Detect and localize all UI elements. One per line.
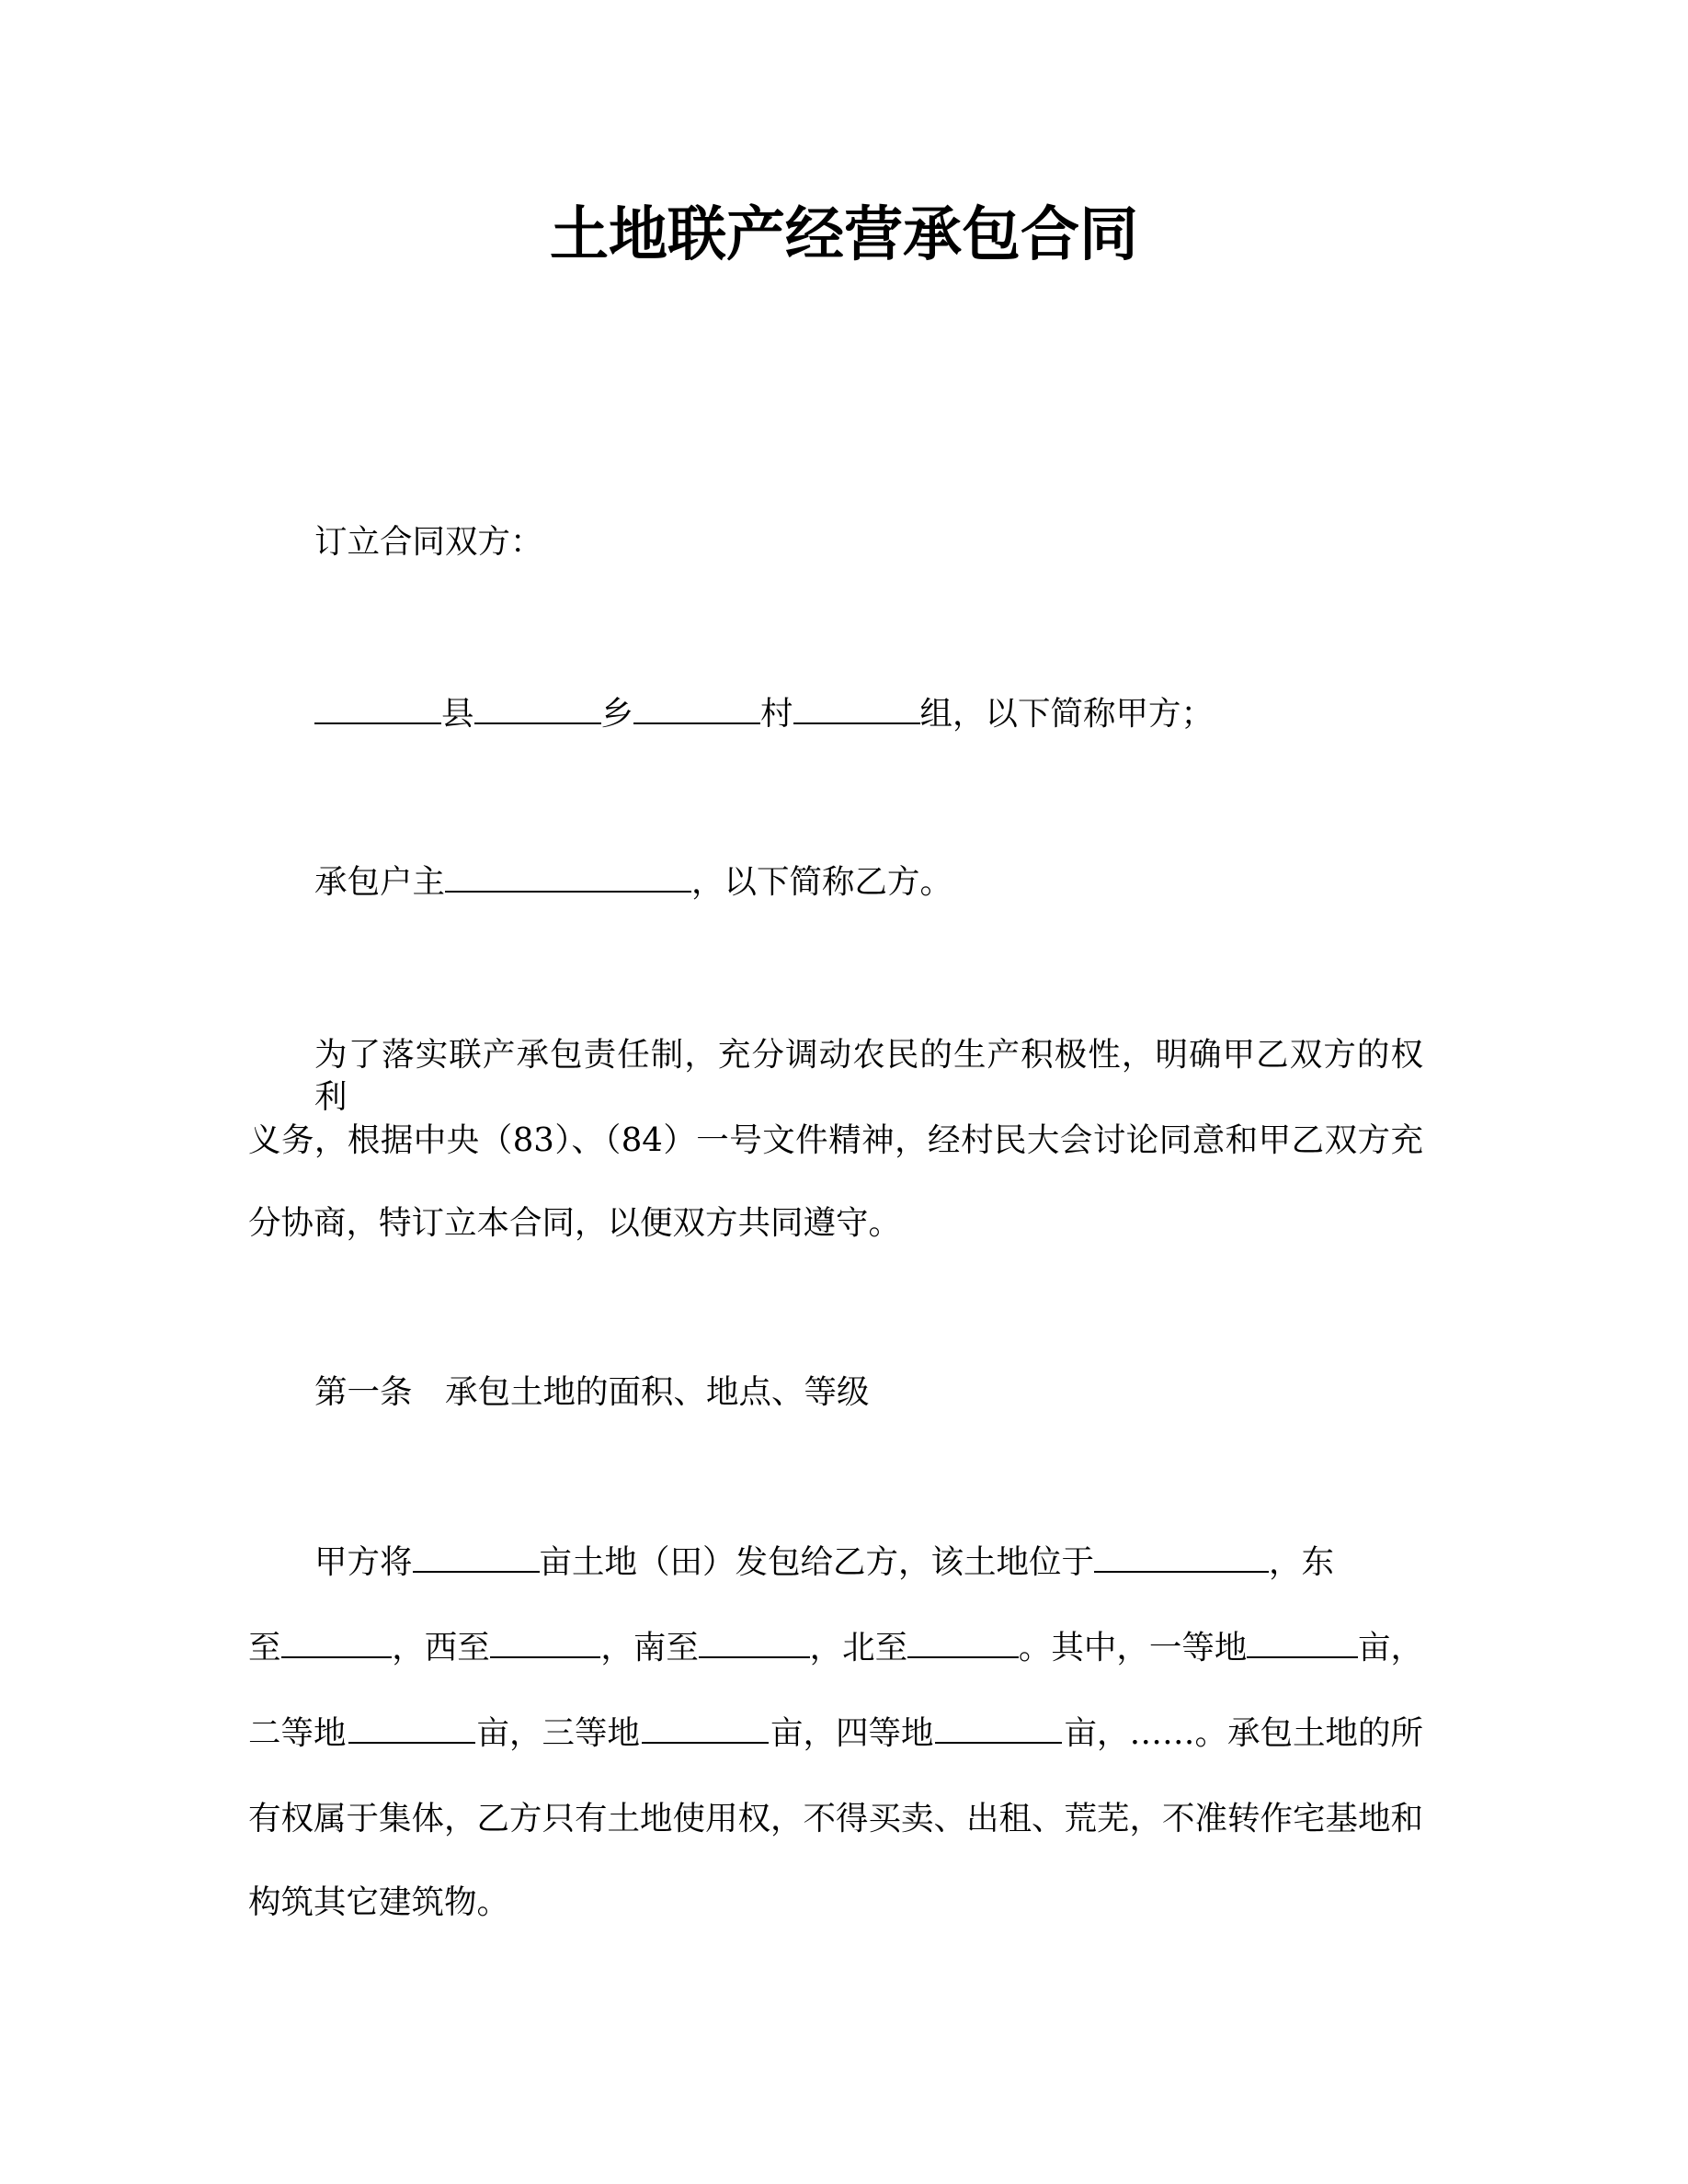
text: 甲方将 [314,1543,413,1581]
text: 二等地 [248,1714,347,1752]
article-1-line-5: 构筑其它建筑物。 [248,1883,510,1921]
blank-field[interactable] [793,695,920,724]
party-b-line [314,861,1423,904]
article-1-line-4: 有权属于集体，乙方只有土地使用权，不得买卖、出租、荒芜，不准转作宅基地和 [248,1800,1424,1837]
blank-field[interactable] [1094,1543,1269,1573]
preamble-line-3: 分协商，特订立本合同，以便双方共同遵守。 [248,1204,902,1242]
text: ，西至 [392,1629,490,1666]
text: 亩土地（田）发包给乙方，该土地位于 [539,1543,1095,1581]
preamble-line-2: 义务，根据中央（83）、（84）一号文件精神，经村民大会讨论同意和甲乙双方充 [248,1121,1423,1159]
blank-field[interactable] [413,1543,540,1573]
text: ，北至 [809,1629,908,1666]
text: 亩，四等地 [770,1714,934,1752]
text: 。其中，一等地 [1018,1629,1248,1666]
blank-field[interactable] [490,1629,601,1658]
article-1-line-1 [314,1541,1423,1584]
blank-field[interactable] [633,695,760,724]
blank-field[interactable] [642,1714,769,1744]
blank-field[interactable] [348,1714,475,1744]
document-title: 土地联产经营承包合同 [550,201,1138,269]
township-label: 乡 [600,695,634,733]
text: ，东 [1269,1543,1335,1581]
article-1-heading: 第一条 承包土地的面积、地点、等级 [314,1373,870,1411]
blank-field[interactable] [314,695,441,724]
text: 亩， [1358,1629,1424,1666]
party-b-prefix: 承包户主 [314,863,446,901]
preamble-line-1: 为了落实联产承包责任制，充分调动农民的生产积极性，明确甲乙双方的权利 [314,1036,1423,1116]
blank-field[interactable] [474,695,601,724]
blank-field[interactable] [699,1629,810,1658]
text: 亩，……。承包土地的所 [1064,1714,1423,1752]
group-label: 组，以下简称甲方； [919,695,1215,733]
blank-field[interactable] [1247,1629,1358,1658]
party-a-line [314,693,1423,735]
text: 至 [248,1629,281,1666]
article-1-line-2 [248,1627,1423,1669]
village-label: 村 [760,695,793,733]
article-1-line-3 [248,1712,1423,1755]
blank-field[interactable] [907,1629,1019,1658]
county-label: 县 [441,695,474,733]
blank-field[interactable] [935,1714,1062,1744]
text: ，南至 [600,1629,699,1666]
parties-heading: 订立合同双方： [314,523,543,561]
party-b-suffix: ，以下简称乙方。 [691,863,953,901]
blank-field[interactable] [445,863,691,893]
blank-field[interactable] [281,1629,393,1658]
text: 亩，三等地 [476,1714,640,1752]
